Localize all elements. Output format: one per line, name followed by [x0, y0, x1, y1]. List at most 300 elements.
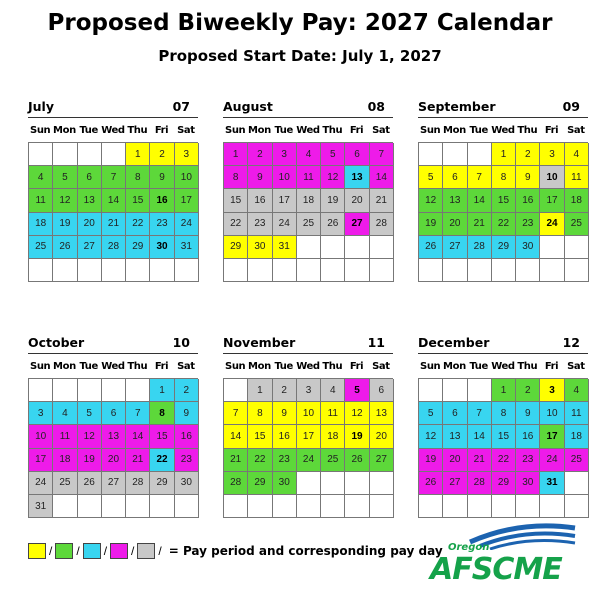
day-cell: 13 [370, 402, 394, 425]
weekday-label: Thu [127, 124, 148, 136]
weekday-label: Sun [420, 360, 441, 372]
month-days-grid [28, 378, 198, 518]
day-cell: 16 [516, 425, 540, 448]
day-cell: 21 [468, 449, 492, 472]
empty-cell [540, 495, 564, 518]
weekday-label: Mon [443, 360, 466, 372]
month-september [418, 97, 588, 282]
day-cell: 11 [297, 166, 321, 189]
empty-cell [175, 495, 199, 518]
empty-cell [419, 143, 443, 166]
empty-cell [29, 143, 53, 166]
empty-cell [150, 259, 174, 282]
day-cell: 7 [126, 402, 150, 425]
day-cell: 15 [126, 189, 150, 212]
day-cell: 21 [224, 449, 248, 472]
day-cell: 15 [248, 425, 272, 448]
weekday-label: Sat [567, 124, 585, 136]
day-cell: 1 [150, 379, 174, 402]
day-cell: 26 [53, 236, 77, 259]
day-cell: 8 [150, 402, 174, 425]
day-cell: 5 [321, 143, 345, 166]
day-cell: 24 [273, 213, 297, 236]
day-cell: 23 [150, 213, 174, 236]
empty-cell [53, 143, 77, 166]
logo-oregon: Oregon [448, 542, 490, 553]
day-cell: 11 [565, 402, 589, 425]
month-days-grid [418, 378, 588, 518]
weekday-label: Thu [127, 360, 148, 372]
day-cell: 6 [370, 379, 394, 402]
empty-cell [516, 495, 540, 518]
day-cell: 26 [78, 472, 102, 495]
legend-separator: / [49, 544, 53, 558]
day-cell: 23 [248, 213, 272, 236]
day-cell: 13 [78, 189, 102, 212]
day-cell: 29 [248, 472, 272, 495]
empty-cell [565, 495, 589, 518]
empty-cell [370, 495, 394, 518]
day-cell: 5 [419, 402, 443, 425]
month-name: July [28, 99, 54, 114]
empty-cell [321, 259, 345, 282]
day-cell: 28 [102, 236, 126, 259]
day-cell: 20 [345, 189, 369, 212]
day-cell: 5 [419, 166, 443, 189]
day-cell: 29 [492, 472, 516, 495]
day-cell: 19 [321, 189, 345, 212]
day-cell: 22 [492, 213, 516, 236]
day-cell: 11 [53, 425, 77, 448]
empty-cell [102, 495, 126, 518]
day-cell: 18 [297, 189, 321, 212]
day-cell: 14 [468, 189, 492, 212]
day-cell: 18 [565, 189, 589, 212]
empty-cell [29, 379, 53, 402]
day-cell: 16 [516, 189, 540, 212]
day-cell: 4 [565, 379, 589, 402]
month-july [28, 97, 198, 282]
legend-separator: / [131, 544, 135, 558]
day-cell: 5 [345, 379, 369, 402]
weekday-label: Sun [30, 124, 51, 136]
month-days-grid [418, 142, 588, 282]
day-cell: 27 [345, 213, 369, 236]
weekday-label: Sun [420, 124, 441, 136]
day-cell: 12 [345, 402, 369, 425]
day-cell: 20 [102, 449, 126, 472]
day-cell: 11 [321, 402, 345, 425]
empty-cell [443, 259, 467, 282]
empty-cell [443, 495, 467, 518]
empty-cell [540, 236, 564, 259]
day-cell: 19 [78, 449, 102, 472]
weekday-label: Sat [372, 124, 390, 136]
day-cell: 16 [175, 425, 199, 448]
day-cell: 7 [102, 166, 126, 189]
weekday-label: Tue [274, 124, 293, 136]
day-cell: 25 [29, 236, 53, 259]
day-cell: 9 [175, 402, 199, 425]
day-cell: 24 [297, 449, 321, 472]
day-cell: 9 [150, 166, 174, 189]
empty-cell [419, 379, 443, 402]
empty-cell [443, 379, 467, 402]
day-cell: 23 [516, 213, 540, 236]
day-cell: 30 [175, 472, 199, 495]
day-cell: 3 [540, 379, 564, 402]
month-december [418, 333, 588, 518]
day-cell: 2 [516, 379, 540, 402]
empty-cell [102, 143, 126, 166]
day-cell: 3 [540, 143, 564, 166]
weekday-label: Wed [101, 360, 125, 372]
page-title: Proposed Biweekly Pay: 2027 Calendar [47, 10, 553, 36]
day-cell: 31 [175, 236, 199, 259]
month-header [223, 333, 393, 354]
day-cell: 14 [370, 166, 394, 189]
month-number: 12 [562, 335, 580, 350]
day-cell: 21 [468, 213, 492, 236]
day-cell: 2 [273, 379, 297, 402]
empty-cell [370, 472, 394, 495]
weekday-label: Mon [443, 124, 466, 136]
empty-cell [345, 495, 369, 518]
day-cell: 31 [273, 236, 297, 259]
empty-cell [29, 259, 53, 282]
month-number: 07 [172, 99, 190, 114]
empty-cell [78, 143, 102, 166]
weekday-label: Mon [53, 124, 76, 136]
weekday-label: Mon [248, 360, 271, 372]
weekday-label: Sat [567, 360, 585, 372]
day-cell: 11 [29, 189, 53, 212]
empty-cell [297, 236, 321, 259]
month-days-grid [28, 142, 198, 282]
month-header [28, 333, 198, 354]
day-cell: 13 [345, 166, 369, 189]
month-number: 08 [367, 99, 385, 114]
day-cell: 30 [248, 236, 272, 259]
legend-separator: / [103, 544, 108, 558]
empty-cell [370, 259, 394, 282]
day-cell: 13 [443, 189, 467, 212]
empty-cell [53, 379, 77, 402]
page-subtitle: Proposed Start Date: July 1, 2027 [158, 47, 442, 65]
day-cell: 17 [540, 425, 564, 448]
day-cell: 28 [126, 472, 150, 495]
legend-separator: / [76, 544, 80, 558]
weekday-label: Wed [101, 124, 125, 136]
day-cell: 10 [540, 402, 564, 425]
weekday-label: Thu [517, 124, 538, 136]
day-cell: 17 [273, 189, 297, 212]
empty-cell [321, 236, 345, 259]
day-cell: 16 [150, 189, 174, 212]
day-cell: 5 [78, 402, 102, 425]
day-cell: 30 [273, 472, 297, 495]
weekday-label: Mon [248, 124, 271, 136]
day-cell: 24 [540, 449, 564, 472]
day-cell: 1 [492, 143, 516, 166]
month-october [28, 333, 198, 518]
day-cell: 29 [150, 472, 174, 495]
empty-cell [224, 495, 248, 518]
empty-cell [248, 495, 272, 518]
day-cell: 21 [370, 189, 394, 212]
month-header [28, 97, 198, 118]
day-cell: 28 [370, 213, 394, 236]
month-header [418, 333, 588, 354]
day-cell: 3 [273, 143, 297, 166]
day-cell: 2 [150, 143, 174, 166]
day-cell: 27 [443, 472, 467, 495]
day-cell: 18 [321, 425, 345, 448]
month-name: December [418, 335, 490, 350]
day-cell: 17 [540, 189, 564, 212]
weekday-label: Thu [517, 360, 538, 372]
month-days-grid [223, 378, 393, 518]
weekday-label: Wed [296, 124, 320, 136]
empty-cell [102, 259, 126, 282]
month-name: September [418, 99, 496, 114]
empty-cell [248, 259, 272, 282]
day-cell: 12 [419, 189, 443, 212]
empty-cell [345, 259, 369, 282]
day-cell: 6 [102, 402, 126, 425]
day-cell: 8 [126, 166, 150, 189]
empty-cell [419, 259, 443, 282]
day-cell: 10 [540, 166, 564, 189]
day-cell: 10 [29, 425, 53, 448]
day-cell: 30 [516, 236, 540, 259]
day-cell: 31 [29, 495, 53, 518]
day-cell: 31 [540, 472, 564, 495]
legend-separator: / [158, 544, 162, 558]
empty-cell [321, 495, 345, 518]
weekday-label: Tue [79, 124, 98, 136]
weekday-label: Fri [154, 124, 169, 136]
day-cell: 4 [565, 143, 589, 166]
day-cell: 2 [248, 143, 272, 166]
day-cell: 18 [53, 449, 77, 472]
empty-cell [468, 379, 492, 402]
weekday-label: Tue [79, 360, 98, 372]
weekday-label: Sun [225, 360, 246, 372]
day-cell: 7 [468, 402, 492, 425]
empty-cell [468, 143, 492, 166]
day-cell: 14 [468, 425, 492, 448]
month-number: 10 [172, 335, 190, 350]
day-cell: 7 [370, 143, 394, 166]
month-number: 09 [562, 99, 580, 114]
day-cell: 13 [102, 425, 126, 448]
weekday-header [223, 354, 393, 378]
empty-cell [78, 259, 102, 282]
day-cell: 13 [443, 425, 467, 448]
day-cell: 9 [248, 166, 272, 189]
empty-cell [492, 495, 516, 518]
day-cell: 19 [345, 425, 369, 448]
empty-cell [565, 472, 589, 495]
day-cell: 27 [370, 449, 394, 472]
weekday-label: Sat [177, 124, 195, 136]
empty-cell [468, 495, 492, 518]
weekday-header [418, 354, 588, 378]
day-cell: 8 [248, 402, 272, 425]
empty-cell [224, 259, 248, 282]
day-cell: 28 [468, 472, 492, 495]
day-cell: 11 [565, 166, 589, 189]
day-cell: 4 [53, 402, 77, 425]
month-number: 11 [367, 335, 385, 350]
month-november [223, 333, 393, 518]
day-cell: 3 [297, 379, 321, 402]
day-cell: 12 [53, 189, 77, 212]
empty-cell [370, 236, 394, 259]
day-cell: 23 [273, 449, 297, 472]
day-cell: 8 [224, 166, 248, 189]
day-cell: 25 [565, 449, 589, 472]
afscme-logo [430, 520, 580, 590]
empty-cell [78, 495, 102, 518]
day-cell: 10 [297, 402, 321, 425]
day-cell: 29 [126, 236, 150, 259]
day-cell: 17 [175, 189, 199, 212]
legend-text: = Pay period and corresponding pay day [168, 544, 443, 558]
weekday-label: Fri [154, 360, 169, 372]
legend-swatch [28, 543, 46, 559]
day-cell: 27 [443, 236, 467, 259]
empty-cell [492, 259, 516, 282]
weekday-label: Wed [491, 124, 515, 136]
weekday-header [418, 118, 588, 142]
day-cell: 9 [516, 402, 540, 425]
weekday-label: Fri [349, 124, 364, 136]
day-cell: 28 [224, 472, 248, 495]
empty-cell [321, 472, 345, 495]
day-cell: 20 [370, 425, 394, 448]
empty-cell [78, 379, 102, 402]
day-cell: 6 [345, 143, 369, 166]
day-cell: 27 [78, 236, 102, 259]
day-cell: 20 [78, 213, 102, 236]
day-cell: 19 [53, 213, 77, 236]
month-name: August [223, 99, 273, 114]
empty-cell [126, 259, 150, 282]
weekday-label: Mon [53, 360, 76, 372]
day-cell: 7 [468, 166, 492, 189]
day-cell: 20 [443, 213, 467, 236]
day-cell: 24 [540, 213, 564, 236]
weekday-label: Sat [372, 360, 390, 372]
month-header [418, 97, 588, 118]
legend-swatch [55, 543, 73, 559]
empty-cell [150, 495, 174, 518]
empty-cell [273, 259, 297, 282]
day-cell: 25 [53, 472, 77, 495]
empty-cell [468, 259, 492, 282]
day-cell: 30 [150, 236, 174, 259]
weekday-label: Fri [544, 124, 559, 136]
weekday-label: Tue [469, 124, 488, 136]
day-cell: 3 [29, 402, 53, 425]
day-cell: 15 [150, 425, 174, 448]
empty-cell [516, 259, 540, 282]
weekday-header [28, 354, 198, 378]
day-cell: 30 [516, 472, 540, 495]
logo-afscme: AFSCME [430, 552, 562, 587]
empty-cell [53, 495, 77, 518]
empty-cell [53, 259, 77, 282]
month-august [223, 97, 393, 282]
day-cell: 18 [29, 213, 53, 236]
empty-cell [540, 259, 564, 282]
day-cell: 3 [175, 143, 199, 166]
day-cell: 1 [248, 379, 272, 402]
empty-cell [297, 472, 321, 495]
day-cell: 26 [321, 213, 345, 236]
day-cell: 9 [273, 402, 297, 425]
day-cell: 15 [224, 189, 248, 212]
day-cell: 12 [78, 425, 102, 448]
day-cell: 26 [419, 472, 443, 495]
empty-cell [175, 259, 199, 282]
day-cell: 22 [248, 449, 272, 472]
empty-cell [345, 472, 369, 495]
empty-cell [273, 495, 297, 518]
day-cell: 2 [175, 379, 199, 402]
day-cell: 1 [224, 143, 248, 166]
empty-cell [102, 379, 126, 402]
day-cell: 6 [443, 166, 467, 189]
day-cell: 22 [224, 213, 248, 236]
day-cell: 15 [492, 425, 516, 448]
day-cell: 4 [321, 379, 345, 402]
day-cell: 15 [492, 189, 516, 212]
month-name: October [28, 335, 85, 350]
day-cell: 26 [419, 236, 443, 259]
day-cell: 9 [516, 166, 540, 189]
day-cell: 26 [345, 449, 369, 472]
day-cell: 27 [102, 472, 126, 495]
day-cell: 20 [443, 449, 467, 472]
weekday-label: Thu [322, 360, 343, 372]
day-cell: 10 [273, 166, 297, 189]
weekday-label: Sat [177, 360, 195, 372]
day-cell: 21 [102, 213, 126, 236]
empty-cell [345, 236, 369, 259]
day-cell: 25 [321, 449, 345, 472]
day-cell: 17 [297, 425, 321, 448]
day-cell: 14 [224, 425, 248, 448]
weekday-label: Fri [349, 360, 364, 372]
day-cell: 19 [419, 449, 443, 472]
empty-cell [419, 495, 443, 518]
empty-cell [126, 495, 150, 518]
weekday-label: Tue [469, 360, 488, 372]
day-cell: 25 [297, 213, 321, 236]
empty-cell [565, 259, 589, 282]
empty-cell [297, 495, 321, 518]
weekday-label: Tue [274, 360, 293, 372]
weekday-label: Fri [544, 360, 559, 372]
weekday-header [28, 118, 198, 142]
empty-cell [224, 379, 248, 402]
day-cell: 21 [126, 449, 150, 472]
weekday-label: Wed [296, 360, 320, 372]
empty-cell [297, 259, 321, 282]
